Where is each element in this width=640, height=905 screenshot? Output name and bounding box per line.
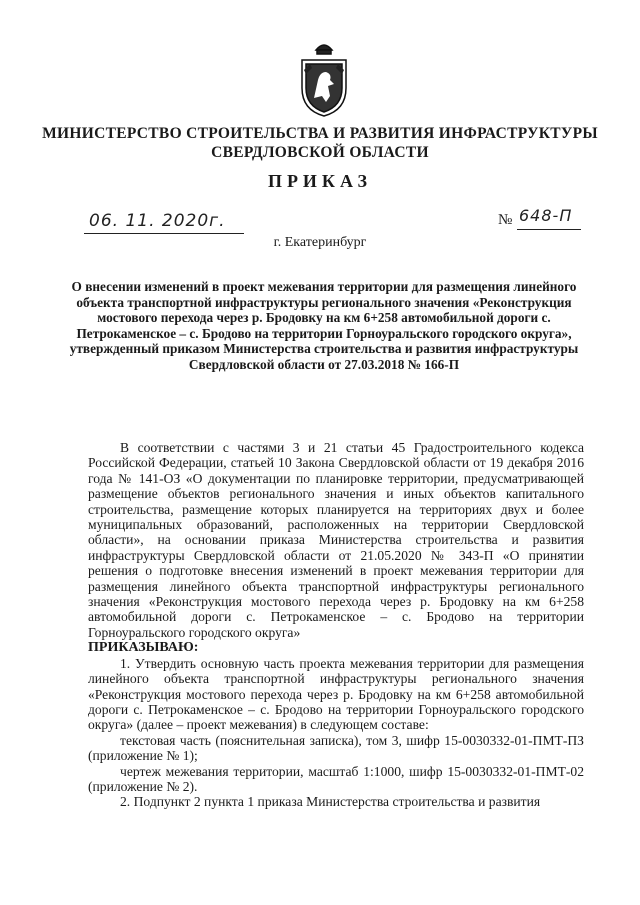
ministry-name-line2: СВЕРДЛОВСКОЙ ОБЛАСТИ	[211, 144, 429, 161]
number-underline	[517, 229, 581, 230]
ministry-name-line1: МИНИСТЕРСТВО СТРОИТЕЛЬСТВА И РАЗВИТИЯ ИНФРАСТРУКТУРЫ	[42, 125, 598, 142]
order-number: 648-П	[519, 206, 573, 225]
ministry-name	[40, 124, 600, 162]
document-type-title: ПРИКАЗ	[267, 171, 373, 191]
coat-of-arms-emblem	[296, 40, 352, 118]
city-name: г. Екатеринбург	[273, 235, 367, 250]
order-body	[88, 440, 584, 810]
item-1b-paragraph: чертеж межевания территории, масштаб 1:1000, шифр 15-0030332-01-ПМТ-02 (приложение № 2).	[88, 763, 584, 794]
item-1-paragraph: 1. Утвердить основную часть проекта межевания территории для размещения линейного объекта транспортной инфраструктуры регионального значения «Реконструкция мостового перехода через р. Бродовку на км 6+258 автомобильной дороги с. Петрокаменское – с. Бродово на территории Горноуральского городского округа» (далее – проект межевания) в следующем составе:	[88, 655, 584, 733]
item-1a-paragraph: текстовая часть (пояснительная записка), том 3, шифр 15-0030332-01-ПМТ-ПЗ (приложение № 1);	[88, 732, 584, 764]
order-number-label: №	[498, 212, 513, 228]
item-2-paragraph: 2. Подпункт 2 пункта 1 приказа Министерства строительства и развития	[120, 794, 541, 810]
order-date: 06. 11. 2020г.	[89, 211, 226, 231]
preamble-paragraph: В соответствии с частями 3 и 21 статьи 45 Градостроительного кодекса Российской Федерации, статьей 10 Закона Свердловской области от 19 декабря 2016 года № 141-ОЗ «О документации по планировке территории, предусматривающей размещение объектов регионального значения и иных объектов капитального строительства, размещение которых планируется на территориях двух и более муниципальных образований, расположенных на территории Свердловской области», на основании приказа Министерства строительства и развития инфраструктуры Свердловской области от 21.05.2020 № 343-П «О принятии решения о подготовке внесения изменений в проект межевания территории для размещения линейного объекта транспортной инфраструктуры регионального значения «Реконструкция мостового перехода через р. Бродовку на км 6+258 автомобильной дороги с. Петрокаменское – с. Бродово на территории Горноуральского городского округа»	[88, 440, 584, 640]
order-subject: О внесении изменений в проект межевания территории для размещения линейного объекта транспортной инфраструктуры регионального значения «Реконструкция мостового перехода через р. Бродовку на км 6+258 автомобильной дороги с. Петрокаменское – с. Бродово на территории Горноуральского городского округа», утвержденный приказом Министерства строительства и развития инфраструктуры Свердловской области от 27.03.2018 № 166-П	[69, 279, 579, 372]
date-underline	[84, 233, 244, 234]
order-verb: ПРИКАЗЫВАЮ:	[88, 640, 199, 656]
